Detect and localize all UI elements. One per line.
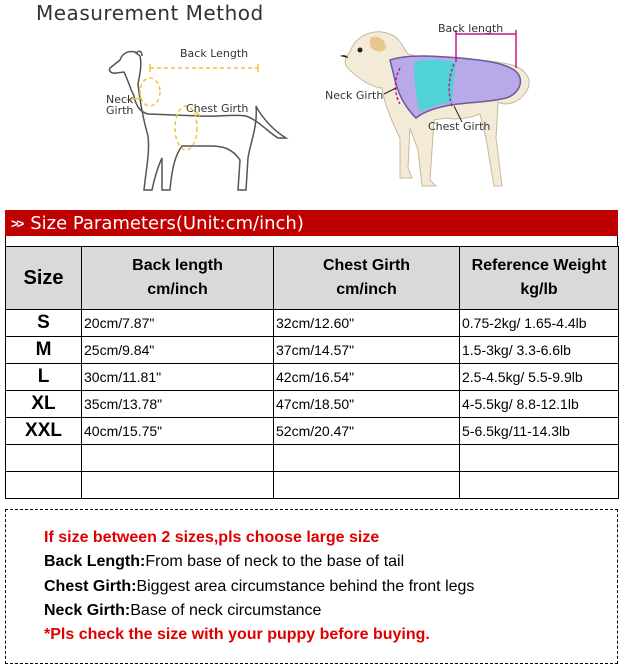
size-advice-note: If size between 2 sizes,pls choose large size	[44, 529, 380, 546]
dog-photo-figure	[330, 18, 560, 193]
chest-girth-cell: 47cm/18.50"	[274, 391, 460, 418]
table-header-row	[6, 247, 619, 310]
size-parameters-banner	[5, 210, 618, 236]
size-cell: M	[6, 337, 82, 364]
chest-girth-label-left: Chest Girth	[186, 102, 249, 115]
chest-girth-note: Chest Girth:Biggest area circumstance behind the front legs	[44, 577, 475, 595]
chest-girth-cell: 52cm/20.47"	[274, 418, 460, 445]
header-chest-girth: Chest Girth cm/inch	[274, 247, 460, 310]
back-length-cell: 40cm/15.75"	[82, 418, 274, 445]
measurement-notes	[5, 509, 618, 664]
table-row	[6, 310, 619, 337]
empty-table-row	[6, 445, 619, 472]
back-length-cell: 35cm/13.78"	[82, 391, 274, 418]
size-table	[5, 246, 619, 499]
size-cell: L	[6, 364, 82, 391]
dog-outline-icon	[100, 40, 300, 200]
table-row	[6, 337, 619, 364]
table-row	[6, 364, 619, 391]
chest-girth-cell: 42cm/16.54"	[274, 364, 460, 391]
check-size-warning: *Pls check the size with your puppy before buying.	[44, 626, 430, 644]
empty-table-row	[6, 472, 619, 499]
back-length-cell: 30cm/11.81"	[82, 364, 274, 391]
size-cell: XXL	[6, 418, 82, 445]
weight-cell: 1.5-3kg/ 3.3-6.6lb	[460, 337, 619, 364]
neck-girth-note: Neck Girth:Base of neck circumstance	[44, 601, 322, 619]
back-length-cell: 25cm/9.84"	[82, 337, 274, 364]
weight-cell: 2.5-4.5kg/ 5.5-9.9lb	[460, 364, 619, 391]
back-length-cell: 20cm/7.87"	[82, 310, 274, 337]
banner-spacer	[5, 236, 618, 246]
back-length-note: Back Length:From base of neck to the base of tail	[44, 553, 405, 571]
header-reference-weight: Reference Weight kg/lb	[460, 247, 619, 310]
dog-with-coat-icon	[330, 18, 560, 193]
table-row	[6, 418, 619, 445]
back-length-label-left: Back Length	[180, 47, 249, 60]
back-length-label-right: Back length	[438, 22, 504, 35]
neck-girth-label-right: Neck Girth	[325, 89, 384, 102]
size-cell: S	[6, 310, 82, 337]
banner-title: Size Parameters(Unit:cm/inch)	[30, 212, 304, 234]
chest-girth-label-right: Chest Girth	[428, 120, 491, 133]
double-chevron-right-icon: >>	[11, 215, 23, 231]
size-cell: XL	[6, 391, 82, 418]
header-back-length: Back length cm/inch	[82, 247, 274, 310]
table-row	[6, 391, 619, 418]
weight-cell: 0.75-2kg/ 1.65-4.4lb	[460, 310, 619, 337]
measurement-method-title: Measurement Method	[36, 1, 264, 25]
chest-girth-cell: 37cm/14.57"	[274, 337, 460, 364]
dog-outline-figure	[100, 40, 300, 200]
weight-cell: 5-6.5kg/11-14.3lb	[460, 418, 619, 445]
header-size: Size	[6, 247, 82, 310]
weight-cell: 4-5.5kg/ 8.8-12.1lb	[460, 391, 619, 418]
chest-girth-cell: 32cm/12.60"	[274, 310, 460, 337]
neck-girth-label-left-1: Neck	[106, 93, 134, 106]
neck-girth-label-left-2: Girth	[106, 104, 134, 117]
